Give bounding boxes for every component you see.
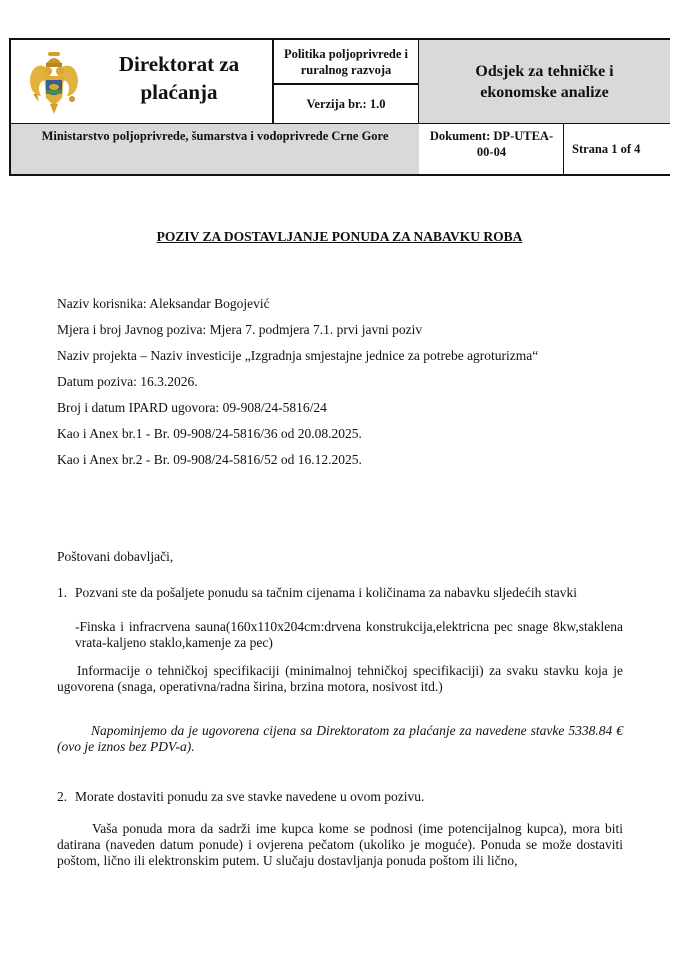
organization-name: Direktorat za plaćanja [118,52,240,104]
ministry-label: Ministarstvo poljoprivrede, šumarstva i vodoprivrede Crne Gore [11,124,419,174]
page-number: Strana 1 of 4 [564,124,670,174]
section-1-item: -Finska i infracrvena sauna(160x110x204cm:drvena konstrukcija,elektricna pec snage 8kw,staklena vrata-kaljeno staklo,kamenje za pec) [75,619,623,650]
document-code: Dokument: DP-UTEA-00-04 [419,124,564,174]
greeting: Poštovani dobavljači, [57,549,174,564]
info-annex-1: Kao i Anex br.1 - Br. 09-908/24-5816/36 od 20.08.2025. [57,426,362,441]
info-user-name: Naziv korisnika: Aleksandar Bogojević [57,296,270,311]
header-logo-cell [11,40,273,124]
info-project: Naziv projekta – Naziv investicije „Izgradnja smjestajne jednice za potrebe agroturizma“ [57,348,539,363]
info-measure: Mjera i broj Javnog poziva: Mjera 7. podmjera 7.1. prvi javni poziv [57,322,423,337]
policy-label: Politika poljoprivrede i ruralnog razvoja [283,47,409,77]
section-1-spec-info: Informacije o tehničkoj specifikaciji (minimalnoj tehničkoj specifikaciji) za svaku stavku koja je ugovorena (snaga, operativna/radna širina, brzina motora, nosivost itd.) [57,663,623,694]
document-title: POZIV ZA DOSTAVLJANJE PONUDA ZA NABAVKU ROBA [156,229,523,244]
section-2-body: Vaša ponuda mora da sadrži ime kupca kome se podnosi (ime potencijalnog kupca), mora biti datirana (naveden datum ponude) i ovjerena pečatom (ukoliko je moguće). Ponuda se može dostaviti poštom, lično ili elektronskim putem. U slučaju dostavljanja ponuda poštom ili lično, [57,821,623,868]
section-1-price-note: Napominjemo da je ugovorena cijena sa Direktoratom za plaćanje za navedene stavke 5338.84 € (ovo je iznos bez PDV-a). [57,723,623,754]
section-1-number: 1. [57,585,68,600]
version-label: Verzija br.: 1.0 [306,96,386,111]
info-annex-2: Kao i Anex br.2 - Br. 09-908/24-5816/52 od 16.12.2025. [57,452,362,467]
section-2-text: Morate dostaviti ponudu za sve stavke navedene u ovom pozivu. [75,789,425,804]
section-2-number: 2. [57,789,68,804]
info-date: Datum poziva: 16.3.2026. [57,374,198,389]
department-label: Odsjek za tehničke i ekonomske analize [419,40,670,124]
info-contract: Broj i datum IPARD ugovora: 09-908/24-5816/24 [57,400,327,415]
section-1-text: Pozvani ste da pošaljete ponudu sa tačnim cijenama i količinama za nabavku sljedećih stavki [75,585,577,600]
document-header-table [9,38,670,176]
coat-of-arms-icon [25,50,83,116]
